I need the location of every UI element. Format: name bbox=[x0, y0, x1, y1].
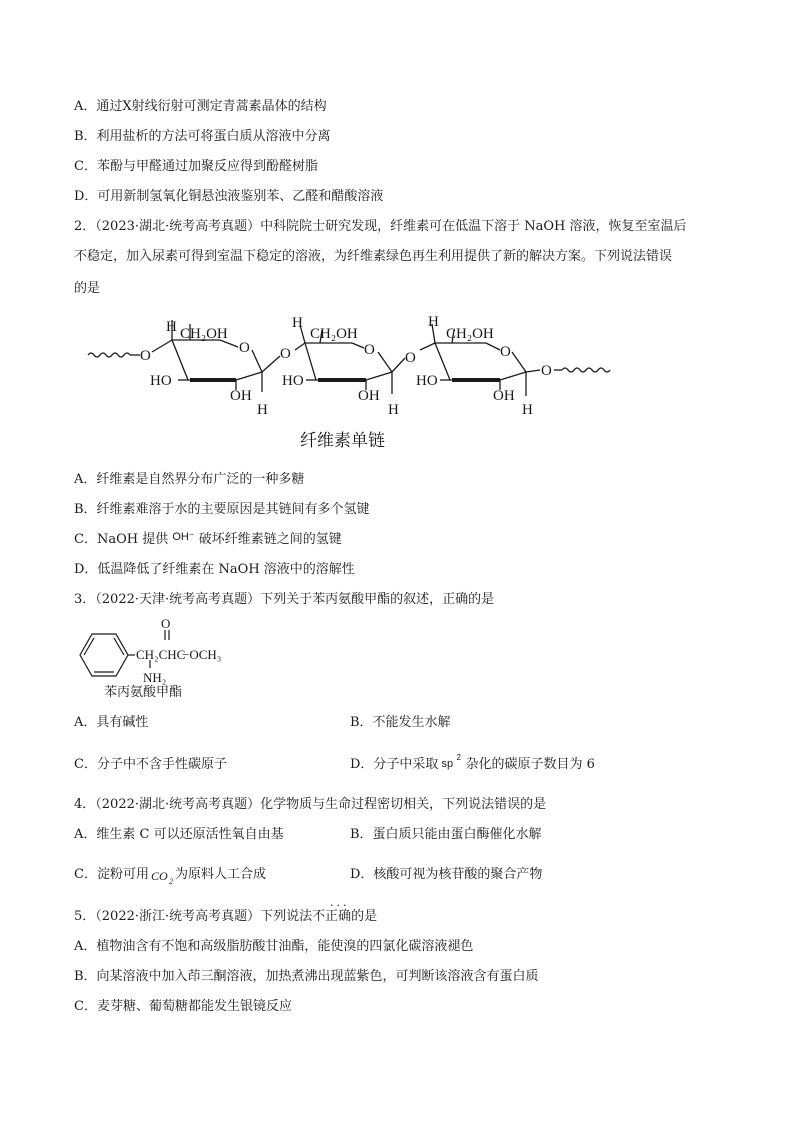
oh-label: OH bbox=[230, 388, 252, 404]
q3-option-b: B．不能发生水解 bbox=[350, 715, 451, 730]
q2-option-c-suffix: 破坏纤维素链之间的氢键 bbox=[198, 532, 342, 547]
o-label: O bbox=[405, 350, 416, 366]
o-label: O bbox=[500, 344, 511, 360]
o-label: O bbox=[140, 348, 151, 364]
q2-stem-line2: 不稳定，加入尿素可得到室温下稳定的溶液，为纤维素绿色再生利用提供了新的解决方案。下列说法错误 bbox=[74, 249, 673, 264]
q3-option-c: C．分子中不含手性碳原子 bbox=[74, 757, 227, 772]
emphasis-dots: ··· bbox=[330, 899, 350, 912]
q2-option-c bbox=[74, 530, 342, 550]
carbonyl-oxygen: O bbox=[161, 616, 171, 631]
oh-label: OH bbox=[358, 388, 380, 404]
hydroxide-ion: OH⁻ bbox=[172, 531, 195, 543]
q4-option-d: D．核酸可视为核苷酸的聚合产物 bbox=[350, 867, 543, 882]
och3-label: −OCH₃ bbox=[182, 647, 222, 662]
q2-stem-line3: 的是 bbox=[74, 281, 101, 296]
o-label: O bbox=[541, 363, 552, 379]
ch2oh-label: CH₂OH bbox=[310, 326, 358, 342]
q2-option-b: B．纤维素难溶于水的主要原因是其链间有多个氢键 bbox=[74, 502, 370, 517]
h-label: H bbox=[388, 402, 399, 418]
q1-option-c: C．苯酚与甲醛通过加聚反应得到酚醛树脂 bbox=[74, 159, 318, 174]
o-label: O bbox=[239, 340, 250, 356]
ch2oh-label: CH₂OH bbox=[180, 326, 228, 342]
h-label: H bbox=[257, 402, 268, 418]
q3-figure-caption: 苯丙氨酸甲酯 bbox=[104, 685, 183, 700]
h-label: H bbox=[292, 315, 303, 331]
q2-option-c-prefix: C．NaOH 提供 bbox=[74, 532, 169, 547]
h-label: H bbox=[428, 314, 439, 330]
q3-option-d-prefix: D．分子中采取 bbox=[350, 757, 439, 772]
sp-label: sp bbox=[441, 758, 454, 770]
ho-label: HO bbox=[282, 373, 304, 389]
q5-option-a: A．植物油含有不饱和高级脂肪酸甘油酯，能使溴的四氯化碳溶液褪色 bbox=[74, 939, 474, 954]
sp-superscript: 2 bbox=[456, 753, 461, 762]
q3-option-d-suffix: 杂化的碳原子数目为 6 bbox=[465, 757, 595, 772]
nh2-label: NH₂ bbox=[143, 670, 167, 685]
ho-label: HO bbox=[416, 373, 438, 389]
q4-stem: 4．（2022·湖北·统考高考真题）化学物质与生命过程密切相关，下列说法错误的是 bbox=[74, 797, 547, 812]
co2-subscript: 2 bbox=[168, 877, 173, 886]
q2-option-a: A．纤维素是自然界分布广泛的一种多糖 bbox=[74, 472, 305, 487]
q4-option-a: A．维生素 C 可以还原活性氧自由基 bbox=[74, 827, 284, 842]
q4-option-b: B．蛋白质只能由蛋白酶催化水解 bbox=[350, 827, 542, 842]
co2-label: CO bbox=[150, 869, 168, 883]
h-label: H bbox=[166, 319, 177, 335]
q5-option-b: B．向某溶液中加入茚三酮溶液，加热煮沸出现蓝紫色，可判断该溶液含有蛋白质 bbox=[74, 969, 539, 984]
q2-stem-line1: 2．（2023·湖北·统考高考真题）中科院院士研究发现，纤维素可在低温下溶于 NaOH 溶液，恢复至室温后 bbox=[74, 219, 687, 234]
q1-option-b: B．利用盐析的方法可将蛋白质从溶液中分离 bbox=[74, 129, 331, 144]
q3-option-d bbox=[350, 755, 595, 775]
q2-option-d: D．低温降低了纤维素在 NaOH 溶液中的溶解性 bbox=[74, 562, 355, 577]
q4-option-c-prefix: C．淀粉可用 bbox=[74, 867, 149, 882]
ho-label: HO bbox=[150, 373, 172, 389]
q4-option-c-suffix: 为原料人工合成 bbox=[174, 867, 266, 882]
o-label: O bbox=[280, 346, 291, 362]
q5-option-c: C．麦芽糖、葡萄糖都能发生银镜反应 bbox=[74, 999, 292, 1014]
q3-stem: 3．（2022·天津·统考高考真题）下列关于苯丙氨酸甲酯的叙述，正确的是 bbox=[74, 592, 495, 607]
q3-option-a: A．具有碱性 bbox=[74, 715, 149, 730]
o-label: O bbox=[364, 342, 375, 358]
q1-option-a: A．通过X射线衍射可测定青蒿素晶体的结构 bbox=[74, 99, 327, 114]
q5-stem: 5．（2022·浙江·统考高考真题）下列说法不正确的是 bbox=[74, 909, 378, 924]
chain-label: CH₂CHC bbox=[136, 647, 186, 662]
ch2oh-label: CH₂OH bbox=[446, 326, 494, 342]
q4-option-c bbox=[74, 865, 266, 885]
h-label: H bbox=[522, 402, 533, 418]
cellulose-figure-caption: 纤维素单链 bbox=[300, 431, 385, 451]
oh-label: OH bbox=[493, 388, 515, 404]
q1-option-d: D．可用新制氢氧化铜悬浊液鉴别苯、乙醛和醋酸溶液 bbox=[74, 189, 384, 204]
